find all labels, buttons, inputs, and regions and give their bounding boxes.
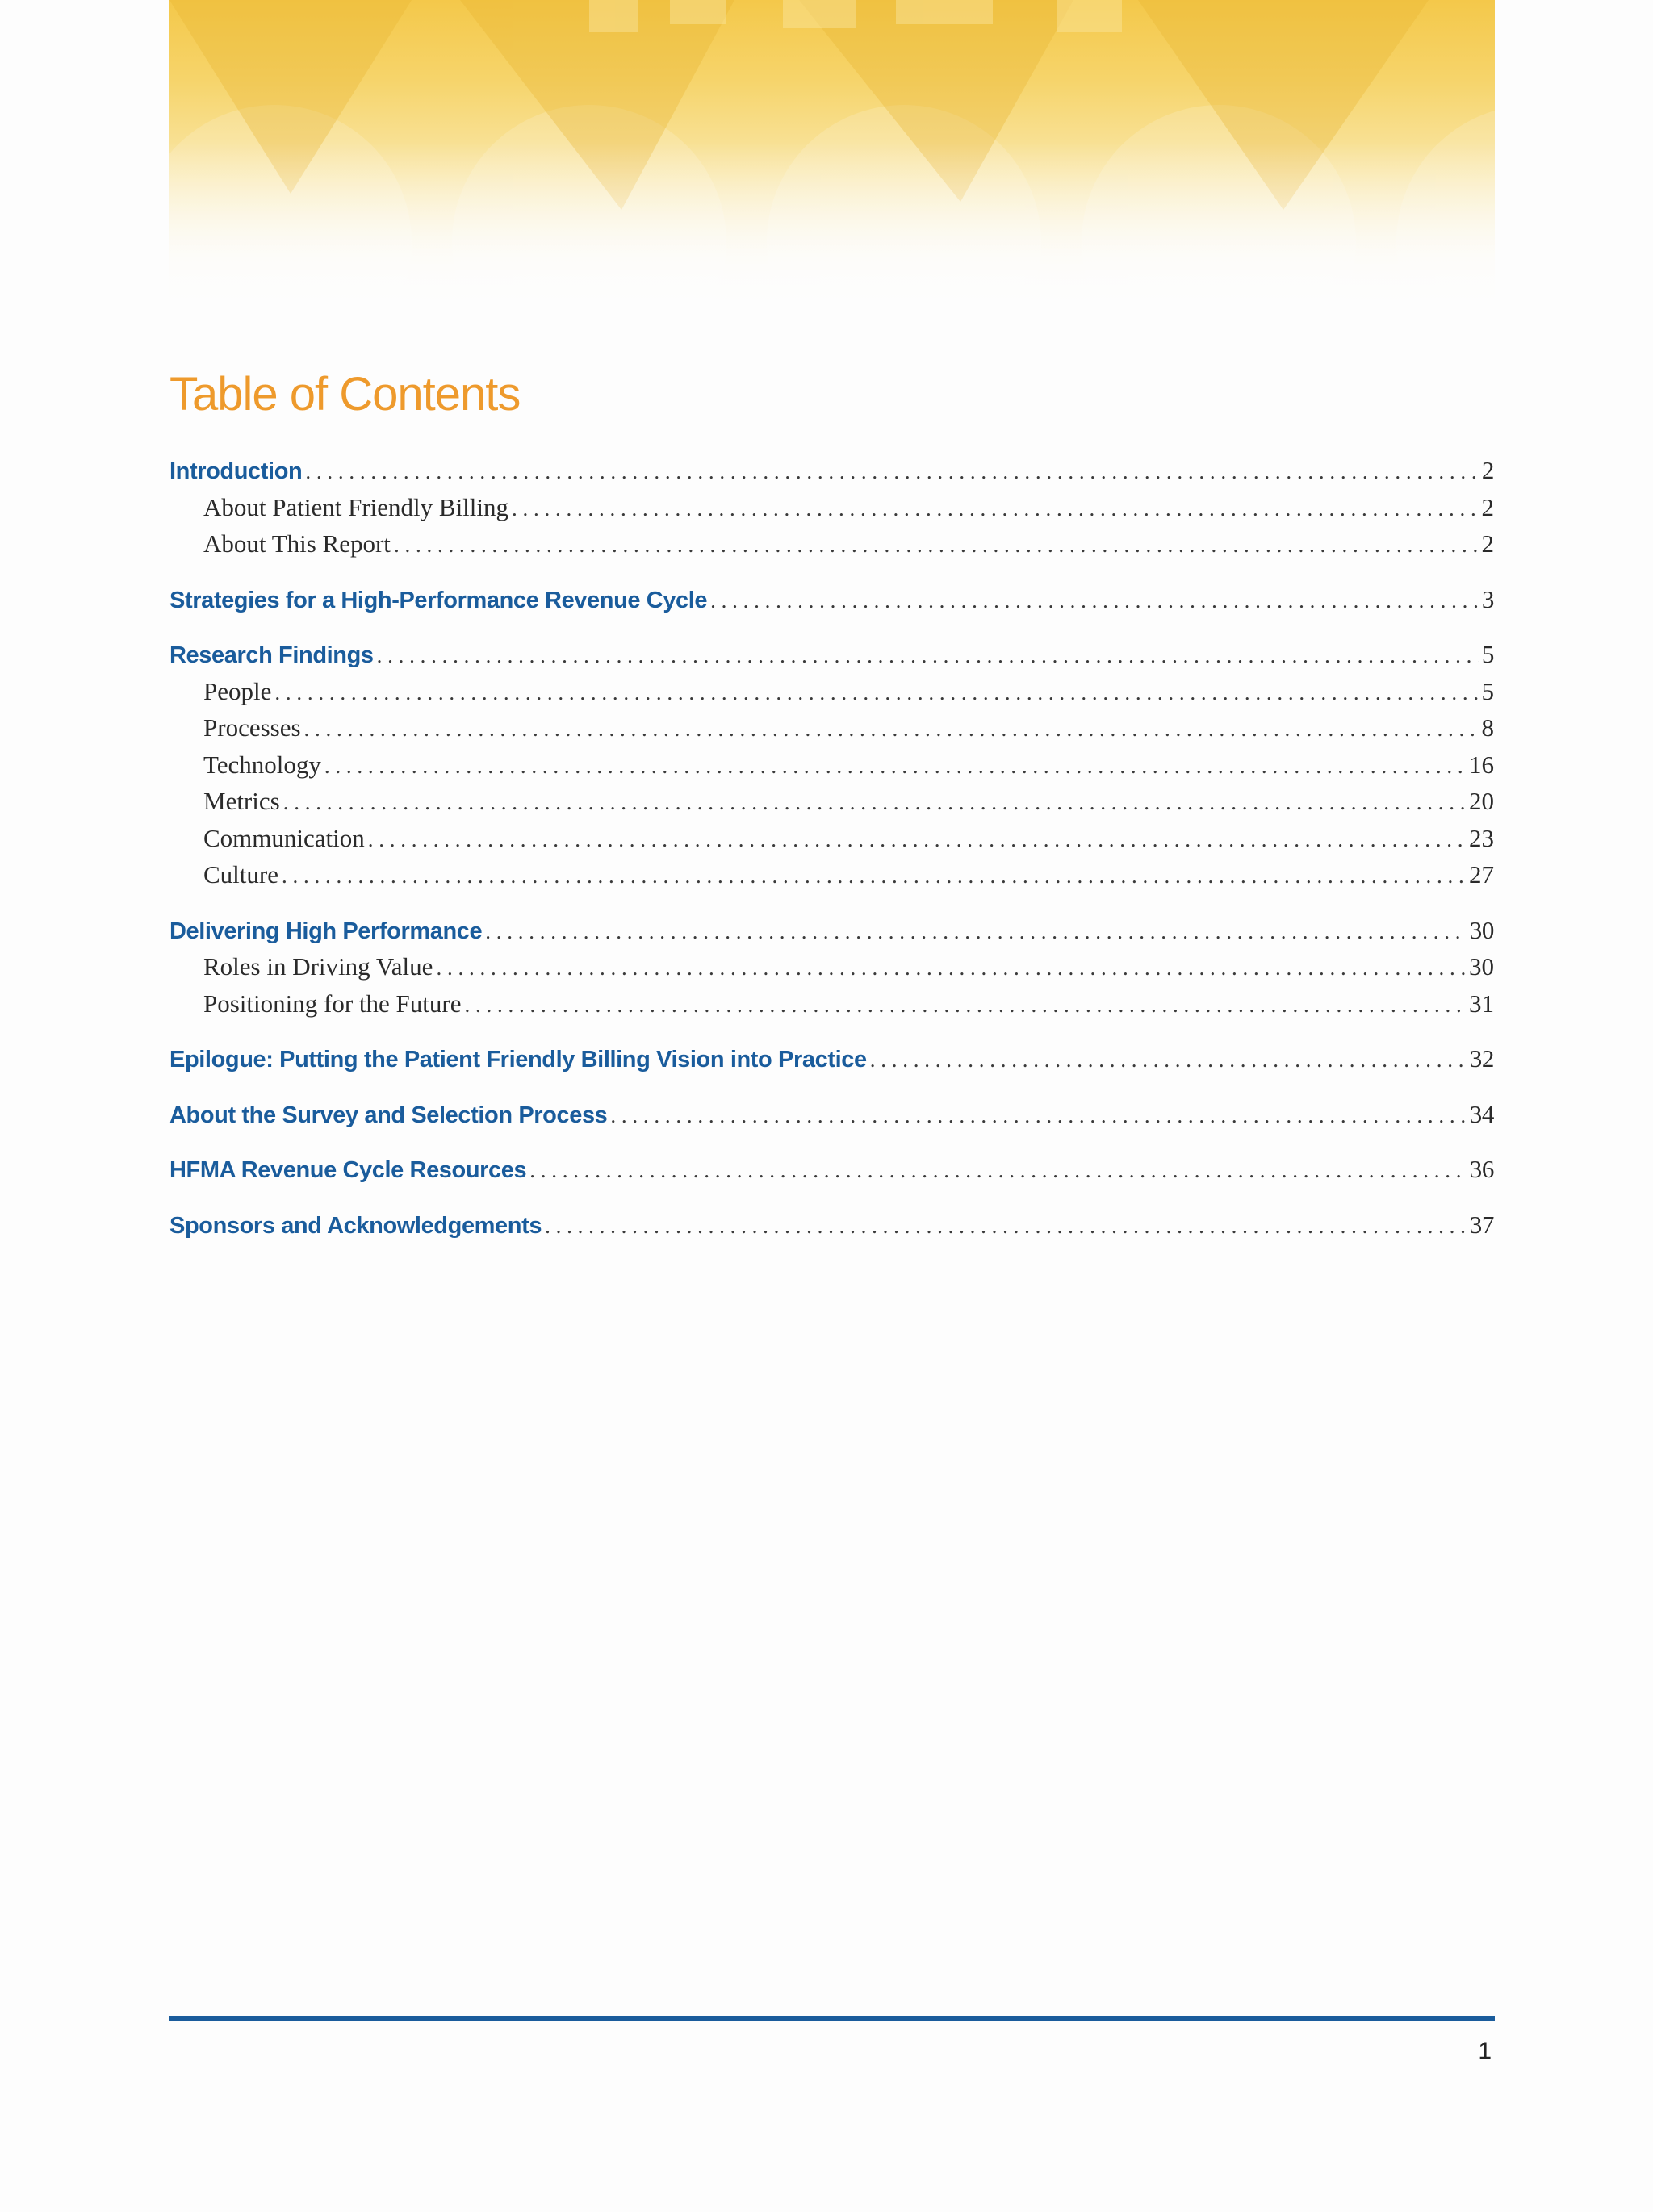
toc-entry-page: 23 bbox=[1469, 823, 1494, 852]
toc-entry-about-the-survey[interactable] bbox=[169, 1096, 1494, 1133]
toc-entry-label: Strategies for a High-Performance Revenue Cycle bbox=[169, 587, 708, 613]
toc-entry-label: Positioning for the Future bbox=[203, 989, 462, 1018]
toc-entry-strategies[interactable] bbox=[169, 581, 1494, 618]
toc-entry-label: About the Survey and Selection Process bbox=[169, 1102, 608, 1128]
toc-subentry-metrics[interactable] bbox=[169, 783, 1494, 820]
toc-entry-introduction[interactable] bbox=[169, 452, 1494, 489]
toc-entry-page: 36 bbox=[1469, 1155, 1494, 1183]
toc-entry-label: About This Report bbox=[203, 529, 391, 558]
dot-leader bbox=[377, 638, 1479, 675]
toc-entry-research-findings[interactable] bbox=[169, 636, 1494, 673]
toc-entry-page: 8 bbox=[1481, 713, 1494, 742]
page-number: 1 bbox=[1478, 2038, 1492, 2064]
dot-leader bbox=[394, 527, 1479, 564]
toc-entry-page: 32 bbox=[1469, 1044, 1494, 1073]
toc-entry-label: Processes bbox=[203, 713, 301, 742]
toc-entry-label: HFMA Revenue Cycle Resources bbox=[169, 1157, 527, 1183]
toc-subentry-about-patient-friendly-billing[interactable] bbox=[169, 489, 1494, 526]
table-of-contents bbox=[169, 452, 1494, 1243]
toc-entry-page: 2 bbox=[1481, 529, 1494, 558]
dot-leader bbox=[282, 858, 1466, 895]
dot-leader bbox=[545, 1208, 1467, 1245]
toc-subentry-about-this-report[interactable] bbox=[169, 525, 1494, 562]
toc-entry-epilogue[interactable] bbox=[169, 1040, 1494, 1077]
toc-entry-label: People bbox=[203, 676, 272, 705]
dot-leader bbox=[436, 950, 1466, 987]
dot-leader bbox=[870, 1042, 1467, 1079]
toc-entry-label: Communication bbox=[203, 823, 365, 852]
toc-subentry-roles-in-driving-value[interactable] bbox=[169, 948, 1494, 985]
toc-entry-page: 5 bbox=[1481, 676, 1494, 705]
toc-entry-label: Introduction bbox=[169, 458, 303, 484]
toc-subentry-culture[interactable] bbox=[169, 856, 1494, 893]
toc-entry-page: 34 bbox=[1469, 1099, 1494, 1128]
toc-entry-page: 5 bbox=[1481, 640, 1494, 668]
toc-subentry-processes[interactable] bbox=[169, 709, 1494, 746]
dot-leader bbox=[324, 748, 1466, 785]
dot-leader bbox=[274, 675, 1478, 712]
toc-subentry-technology[interactable] bbox=[169, 746, 1494, 784]
dot-leader bbox=[368, 822, 1466, 859]
toc-entry-label: Sponsors and Acknowledgements bbox=[169, 1212, 542, 1239]
toc-entry-page: 27 bbox=[1469, 860, 1494, 889]
toc-subentry-positioning-for-the-future[interactable] bbox=[169, 985, 1494, 1022]
toc-entry-label: Delivering High Performance bbox=[169, 918, 483, 944]
toc-entry-sponsors[interactable] bbox=[169, 1206, 1494, 1244]
toc-entry-label: Epilogue: Putting the Patient Friendly Billing Vision into Practice bbox=[169, 1047, 867, 1073]
toc-entry-label: Research Findings bbox=[169, 642, 374, 668]
toc-entry-label: Roles in Driving Value bbox=[203, 952, 433, 981]
toc-subentry-people[interactable] bbox=[169, 673, 1494, 710]
toc-entry-page: 20 bbox=[1469, 787, 1494, 815]
toc-entry-delivering-high-performance[interactable] bbox=[169, 912, 1494, 949]
toc-entry-page: 37 bbox=[1469, 1210, 1494, 1239]
toc-entry-label: Metrics bbox=[203, 787, 280, 815]
dot-leader bbox=[305, 454, 1479, 491]
toc-entry-page: 3 bbox=[1481, 584, 1494, 613]
dot-leader bbox=[464, 987, 1466, 1024]
toc-entry-hfma-resources[interactable] bbox=[169, 1151, 1494, 1188]
toc-entry-page: 30 bbox=[1469, 952, 1494, 981]
header-banner-image bbox=[169, 0, 1495, 315]
dot-leader bbox=[529, 1152, 1467, 1190]
toc-entry-label: Technology bbox=[203, 750, 321, 779]
dot-leader bbox=[710, 583, 1479, 620]
dot-leader bbox=[304, 711, 1479, 748]
footer-rule bbox=[169, 2016, 1495, 2021]
dot-leader bbox=[283, 784, 1466, 822]
toc-entry-label: Culture bbox=[203, 860, 278, 889]
toc-entry-page: 30 bbox=[1469, 915, 1494, 944]
toc-entry-page: 2 bbox=[1481, 456, 1494, 484]
dot-leader bbox=[610, 1098, 1466, 1135]
dot-leader bbox=[485, 914, 1467, 951]
toc-entry-label: About Patient Friendly Billing bbox=[203, 492, 509, 521]
toc-subentry-communication[interactable] bbox=[169, 820, 1494, 857]
page-title: Table of Contents bbox=[169, 368, 521, 420]
toc-entry-page: 31 bbox=[1469, 989, 1494, 1018]
toc-entry-page: 16 bbox=[1469, 750, 1494, 779]
dot-leader bbox=[512, 491, 1478, 528]
toc-entry-page: 2 bbox=[1481, 492, 1494, 521]
